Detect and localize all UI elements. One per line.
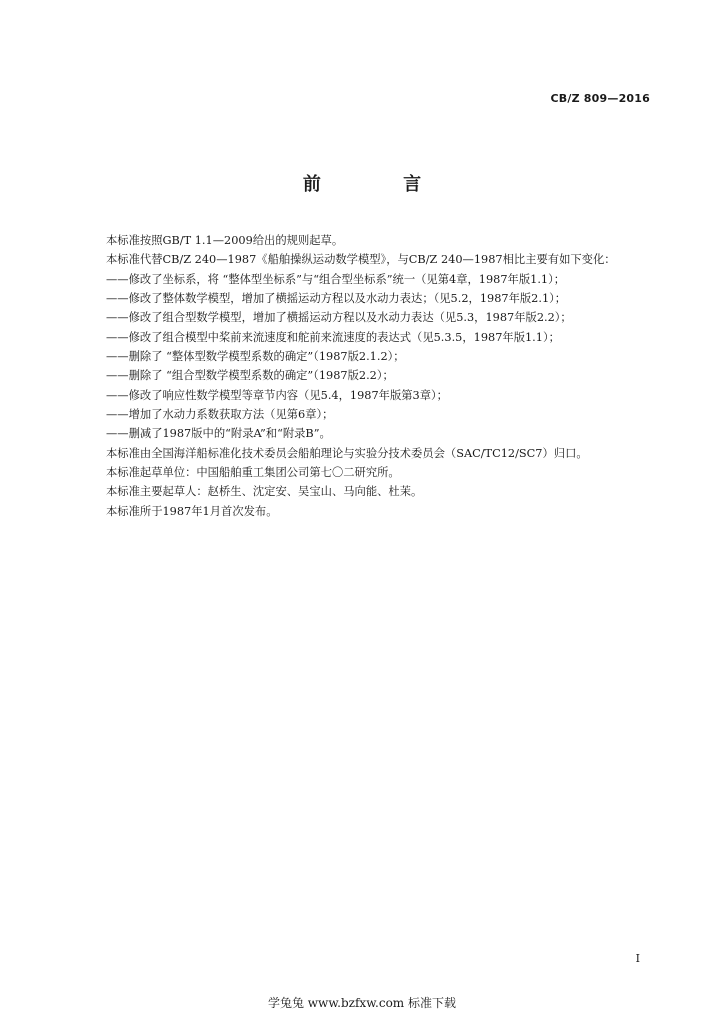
paragraph-drafting-rules: 本标准按照GB/T 1.1—2009给出的规则起草。 xyxy=(106,234,344,247)
change-item: ——修改了组合模型中桨前来流速度和舵前来流速度的表达式（见5.3.5，1987年版1.1）； xyxy=(106,330,560,344)
change-item: ——删减了1987版中的“附录A”和“附录B”。 xyxy=(106,427,331,441)
change-item: ——删除了 “组合型数学模型系数的确定”（1987版2.2）； xyxy=(106,369,394,383)
page-number: I xyxy=(635,952,640,965)
paragraph-first-issued: 本标准所于1987年1月首次发布。 xyxy=(106,504,278,518)
change-item: ——修改了组合型数学模型，增加了横摇运动方程以及水动力表达（见5.3，1987年版2.2）； xyxy=(106,311,572,325)
paragraph-replaces: 本标准代替CB/Z 240—1987《船舶操纵运动数学模型》，与CB/Z 240—1987相比主要有如下变化： xyxy=(106,253,616,267)
paragraph-drafters: 本标准主要起草人：赵桥生、沈定安、吴宝山、马向能、杜茉。 xyxy=(106,485,423,499)
standard-code: CB/Z 809—2016 xyxy=(550,92,650,105)
paragraph-drafting-unit: 本标准起草单位：中国船舶重工集团公司第七〇二研究所。 xyxy=(106,466,400,480)
change-item: ——删除了 “整体型数学模型系数的确定”（1987版2.1.2）； xyxy=(106,350,405,364)
change-item: ——修改了坐标系，将 “整体型坐标系”与“组合型坐标系”统一（见第4章，1987年版1.1）； xyxy=(106,272,566,286)
change-item: ——修改了整体数学模型，增加了横摇运动方程以及水动力表达；（见5.2，1987年版2.1）； xyxy=(106,292,567,306)
change-item: ——增加了水动力系数获取方法（见第6章）； xyxy=(106,408,334,422)
title-text: 前 言 xyxy=(302,174,460,195)
paragraph-committee: 本标准由全国海洋船标准化技术委员会船舶理论与实验分技术委员会（SAC/TC12/SC7）归口。 xyxy=(106,446,588,460)
change-item: ——修改了响应性数学模型等章节内容（见5.4，1987年版第3章）； xyxy=(106,388,448,402)
foreword-body xyxy=(106,231,666,521)
page-title xyxy=(0,170,724,196)
footer-watermark: 学兔兔 www.bzfxw.com 标准下载 xyxy=(267,996,457,1010)
